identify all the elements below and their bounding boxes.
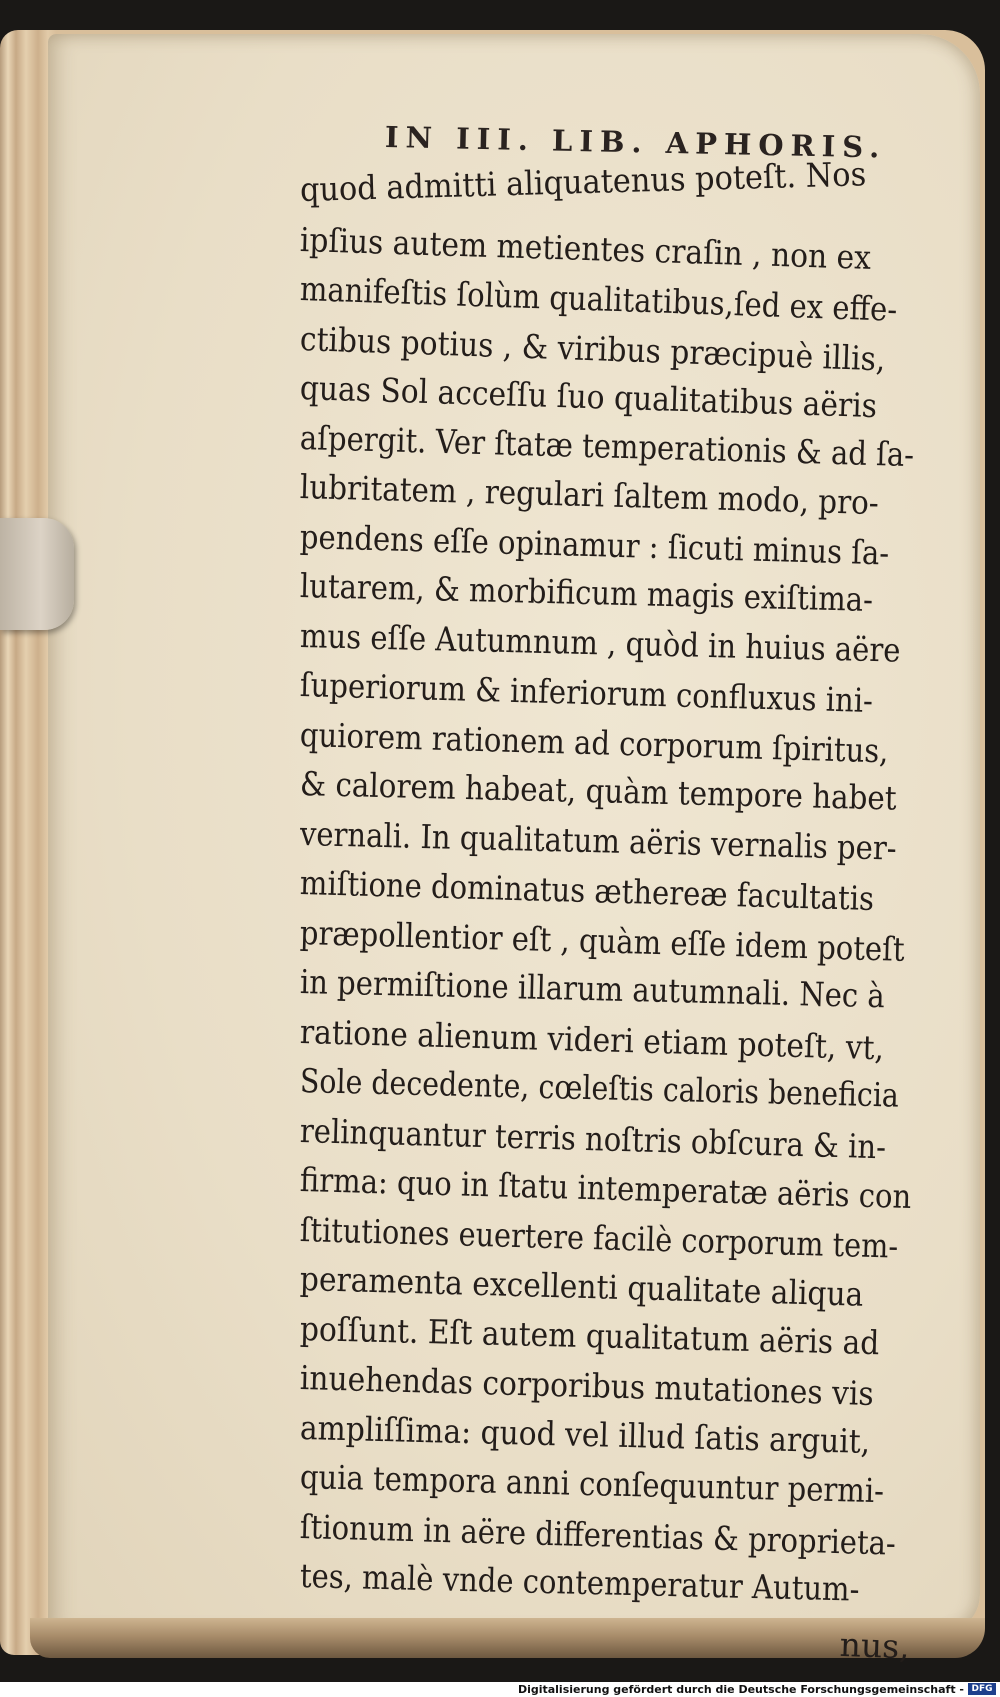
dfg-logo-icon: DFG [968, 1683, 996, 1695]
text-line: quiorem rationem ad corporum ſpiritus, [299, 714, 890, 770]
text-line: inuehendas corporibus mutationes vis [299, 1358, 875, 1414]
text-line: ſtitutiones euertere facilè corporum tem- [299, 1209, 899, 1266]
text-line: tes, malè vnde contemperatur Autum- [299, 1556, 860, 1609]
text-line: quod admitti aliquatenus poteſt. Nos [299, 154, 867, 209]
text-line: miſtione dominatus æthereæ facultatis [299, 863, 875, 919]
text-line: firma: quo in ſtatu intemperatæ aëris con [299, 1160, 912, 1217]
text-line: ipſius autem metientes craſin , non ex [299, 219, 872, 277]
text-line: ctibus potius , & viribus præcipuè illis, [299, 318, 887, 378]
text-line: poſſunt. Eſt autem qualitatum aëris ad [299, 1308, 880, 1362]
text-line: lutarem, & morbificum magis exiſtima- [299, 566, 874, 619]
text-line: ratione alienum videri etiam poteſt, vt, [299, 1011, 885, 1067]
body-text [299, 154, 940, 1666]
footer-credit: Digitalisierung gefördert durch die Deutsche Forschungsgemeinschaft - [517, 1683, 964, 1696]
text-line: mus eſſe Autumnum , quòd in huius aëre [299, 615, 901, 670]
text-line: quas Sol acceſſu ſuo qualitatibus aëris [299, 368, 878, 426]
text-line: manifeſtis ſolùm qualitatibus,ſed ex effe- [299, 269, 898, 329]
text-line: vernali. In qualitatum aëris vernalis per- [299, 813, 898, 868]
text-line: aſpergit. Ver ſtatæ temperationis & ad ſa- [299, 417, 915, 474]
text-line: quia tempora anni conſequuntur permi- [299, 1457, 885, 1511]
text-line: & calorem habeat, quàm tempore habet [299, 764, 898, 818]
text-line: ſuperiorum & inferiorum confluxus ini- [299, 665, 874, 720]
bookmark-clip [0, 518, 74, 630]
running-head: IN III. LIB. APHORIS. [384, 120, 887, 165]
text-line: ſtionum in aëre differentias & proprieta- [299, 1506, 897, 1563]
text-line: ampliſſima: quod vel illud ſatis arguit, [299, 1407, 871, 1461]
text-line: in permiſtione illarum autumnali. Nec à [299, 962, 886, 1016]
text-line: Sole decedente, cœleſtis caloris beneficia [299, 1061, 900, 1115]
text-line: relinquantur terris noſtris obſcura & in- [299, 1110, 887, 1166]
text-line: lubritatem , regulari ſaltem modo, pro- [299, 467, 880, 523]
text-line: præpollentior eſt , quàm eſſe idem poteſt [299, 912, 906, 969]
text-line: peramenta excellenti qualitate aliqua [299, 1259, 864, 1314]
text-line: pendens eſſe opinamur : ſicuti minus ſa- [299, 516, 890, 572]
catchword: nus, [839, 1624, 911, 1666]
